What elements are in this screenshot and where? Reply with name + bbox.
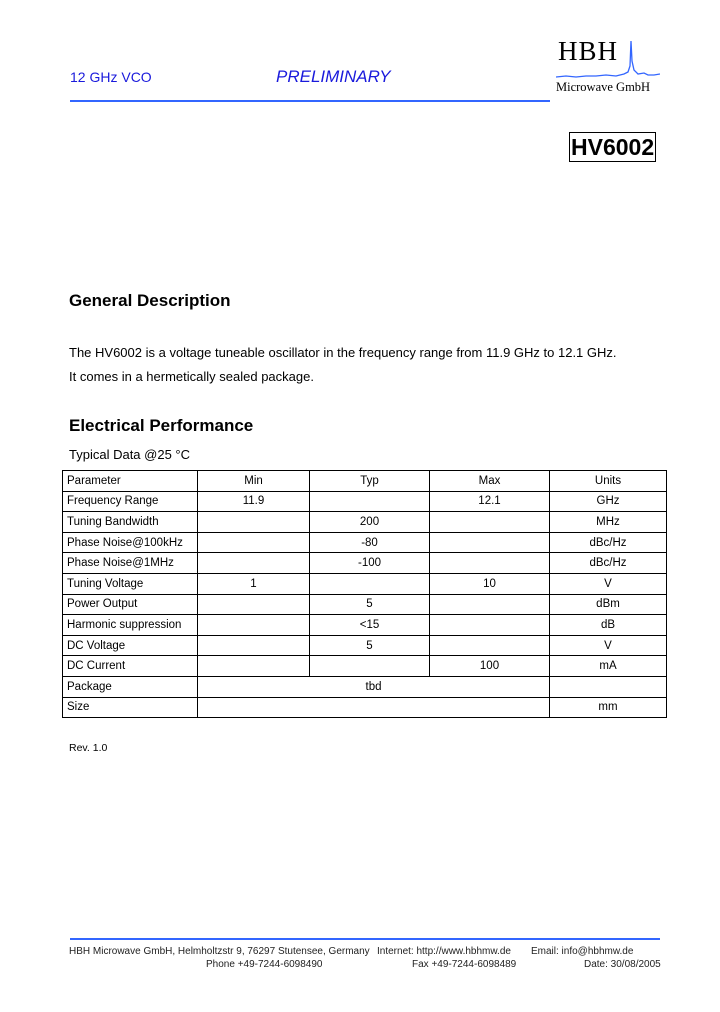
table-cell — [198, 615, 310, 636]
table-cell — [198, 553, 310, 574]
table-cell: Frequency Range — [63, 491, 198, 512]
column-header: Parameter — [63, 471, 198, 492]
table-cell — [310, 656, 430, 677]
column-header: Min — [198, 471, 310, 492]
table-row-package — [63, 676, 667, 697]
table-cell: -80 — [310, 532, 430, 553]
table-cell — [198, 697, 550, 718]
table-cell: Tuning Voltage — [63, 573, 198, 594]
table-row — [63, 573, 667, 594]
table-row — [63, 594, 667, 615]
table-cell: dBc/Hz — [550, 553, 667, 574]
table-cell: 12.1 — [430, 491, 550, 512]
table-cell — [430, 532, 550, 553]
table-cell: GHz — [550, 491, 667, 512]
table-cell: DC Voltage — [63, 635, 198, 656]
footer-internet[interactable]: Internet: http://www.hbhmw.de — [377, 946, 511, 957]
table-cell: Harmonic suppression — [63, 615, 198, 636]
table-cell: 1 — [198, 573, 310, 594]
table-cell: DC Current — [63, 656, 198, 677]
column-header: Units — [550, 471, 667, 492]
footer-address: HBH Microwave GmbH, Helmholtzstr 9, 76297 Stutensee, Germany — [69, 946, 370, 957]
status-label: PRELIMINARY — [276, 67, 391, 86]
table-cell — [430, 594, 550, 615]
logo-text: HBH — [558, 36, 619, 66]
spectrum-icon — [556, 36, 660, 82]
column-header: Max — [430, 471, 550, 492]
footer-phone: Phone +49-7244-6098490 — [206, 959, 323, 970]
table-cell — [198, 635, 310, 656]
table-row — [63, 553, 667, 574]
table-cell: <15 — [310, 615, 430, 636]
table-cell: Phase Noise@1MHz — [63, 553, 198, 574]
table-cell: tbd — [198, 676, 550, 697]
table-row-size — [63, 697, 667, 718]
logo-subtext: Microwave GmbH — [556, 80, 651, 94]
footer-date: Date: 30/08/2005 — [584, 959, 661, 970]
revision: Rev. 1.0 — [69, 742, 108, 754]
table-cell: 5 — [310, 594, 430, 615]
electrical-performance-heading: Electrical Performance — [69, 416, 254, 435]
table-cell — [198, 512, 310, 533]
table-cell: 10 — [430, 573, 550, 594]
product-type: 12 GHz VCO — [70, 69, 152, 85]
table-row — [63, 512, 667, 533]
table-cell — [310, 573, 430, 594]
description-line-2: It comes in a hermetically sealed package. — [69, 369, 314, 384]
table-cell — [430, 615, 550, 636]
table-cell: mA — [550, 656, 667, 677]
table-cell: -100 — [310, 553, 430, 574]
column-header: Typ — [310, 471, 430, 492]
table-cell: 5 — [310, 635, 430, 656]
table-cell: 100 — [430, 656, 550, 677]
table-cell — [198, 594, 310, 615]
table-cell — [198, 532, 310, 553]
table-header-row — [63, 471, 667, 492]
description-line-1: The HV6002 is a voltage tuneable oscillator in the frequency range from 11.9 GHz to 12.1 GHz. — [69, 345, 617, 360]
table-cell: mm — [550, 697, 667, 718]
table-cell: 200 — [310, 512, 430, 533]
footer-fax: Fax +49-7244-6098489 — [412, 959, 517, 970]
table-cell: Tuning Bandwidth — [63, 512, 198, 533]
footer-divider — [70, 938, 660, 940]
table-cell: Power Output — [63, 594, 198, 615]
table-cell — [430, 553, 550, 574]
table-row — [63, 491, 667, 512]
table-cell — [550, 676, 667, 697]
table-cell: MHz — [550, 512, 667, 533]
table-cell: V — [550, 573, 667, 594]
table-cell: 11.9 — [198, 491, 310, 512]
table-cell: dBc/Hz — [550, 532, 667, 553]
table-cell: Package — [63, 676, 198, 697]
performance-table — [62, 470, 667, 718]
table-row — [63, 656, 667, 677]
table-cell — [430, 512, 550, 533]
typical-data-label: Typical Data @25 °C — [69, 447, 190, 462]
table-cell: Size — [63, 697, 198, 718]
company-logo — [556, 36, 660, 96]
table-cell — [430, 635, 550, 656]
header-divider — [70, 100, 550, 102]
table-cell: Phase Noise@100kHz — [63, 532, 198, 553]
table-row — [63, 615, 667, 636]
table-cell: V — [550, 635, 667, 656]
table-row — [63, 532, 667, 553]
table-cell — [310, 491, 430, 512]
table-cell: dBm — [550, 594, 667, 615]
general-description-heading: General Description — [69, 291, 231, 310]
table-row — [63, 635, 667, 656]
table-cell: dB — [550, 615, 667, 636]
part-number: HV6002 — [571, 134, 655, 160]
table-cell — [198, 656, 310, 677]
footer-email[interactable]: Email: info@hbhmw.de — [531, 946, 634, 957]
